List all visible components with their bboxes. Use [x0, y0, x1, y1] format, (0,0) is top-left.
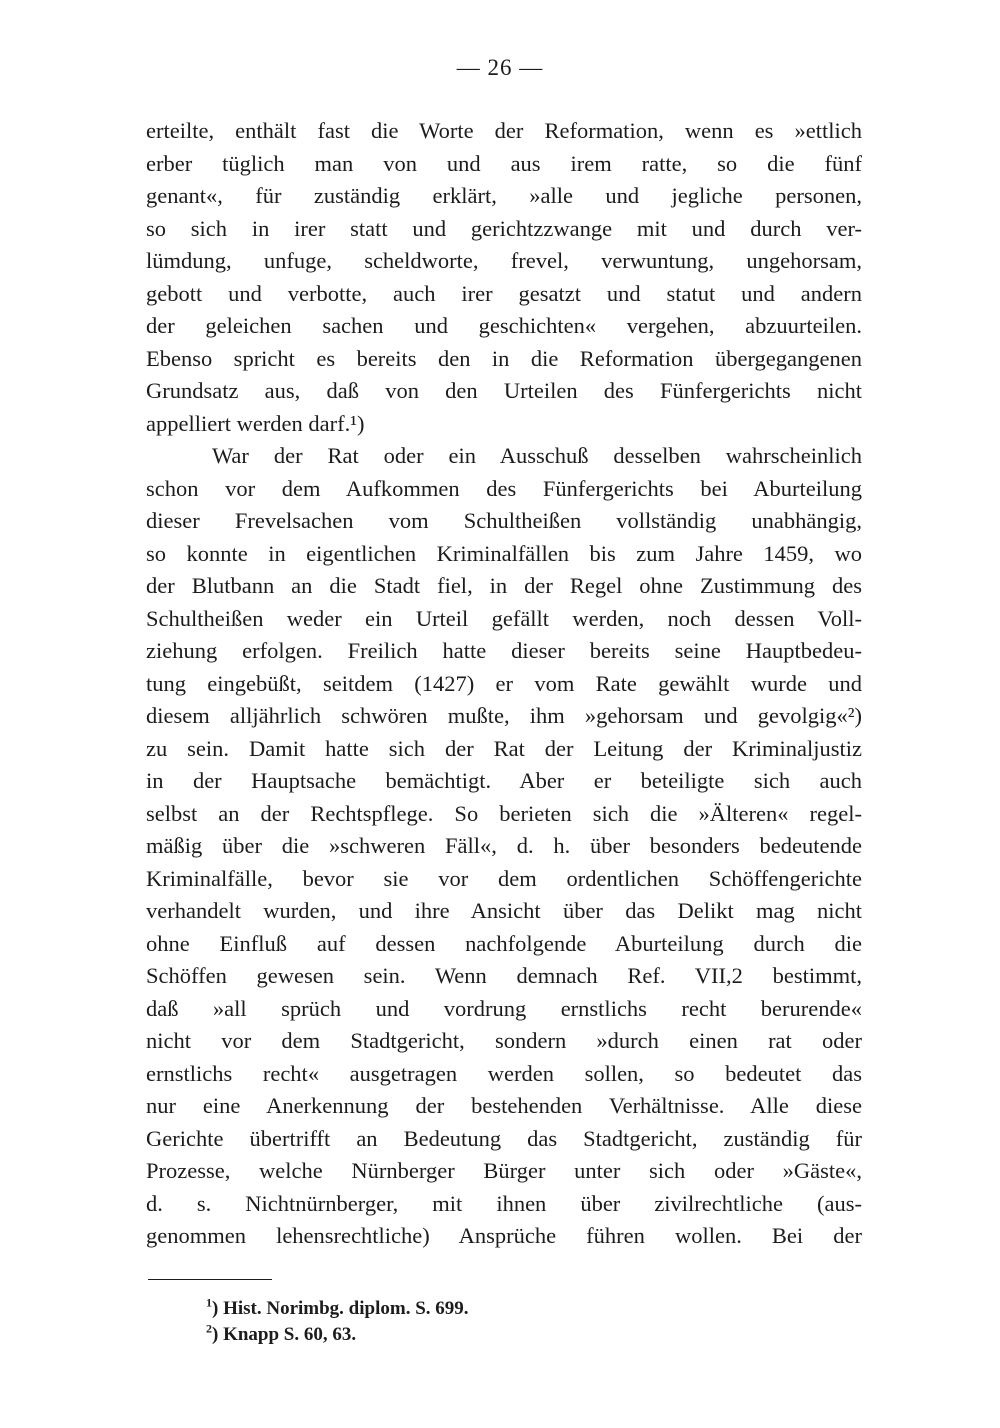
footnote-1 [206, 1296, 806, 1322]
text-line: dieser Frevelsachen vom Schultheißen vollständig unabhängig, [146, 508, 862, 533]
footnote-mark: 2 [206, 1321, 212, 1336]
text-line: mäßig über die »schweren Fäll«, d. h. über besonders bedeutende [146, 833, 862, 858]
footnote-text: ) Hist. Norimbg. diplom. S. 699. [212, 1298, 469, 1319]
footnote-text: ) Knapp S. 60, 63. [212, 1324, 357, 1345]
text-line: ziehung erfolgen. Freilich hatte dieser bereits seine Hauptbedeu- [146, 638, 862, 663]
text-line: daß »all sprüch und vordrung ernstlichs recht berurende« [146, 995, 862, 1021]
text-line: so konnte in eigentlichen Kriminalfällen bis zum Jahre 1459, wo [146, 540, 862, 566]
text-line: in der Hauptsache bemächtigt. Aber er beteiligte sich auch [146, 768, 862, 793]
text-line: der geleichen sachen und geschichten« vergehen, abzuurteilen. [146, 313, 862, 338]
text-line: erber tüglich man von und aus irem ratte, so die fünf [146, 150, 862, 176]
text-line: d. s. Nichtnürnberger, mit ihnen über zivilrechtliche (aus- [146, 1190, 862, 1216]
text-line: Grundsatz aus, daß von den Urteilen des Fünfergerichts nicht [146, 378, 862, 403]
text-line: genant«, für zuständig erklärt, »alle und jegliche personen, [146, 183, 862, 208]
footnote-2 [206, 1322, 806, 1348]
text-line: selbst an der Rechtspflege. So berieten sich die »Älteren« regel- [146, 800, 862, 826]
text-line: Schultheißen weder ein Urteil gefällt werden, noch dessen Voll- [146, 605, 862, 631]
text-line: Ebenso spricht es bereits den in die Reformation übergegangenen [146, 345, 862, 371]
body-text [146, 115, 862, 1253]
text-line: Kriminalfälle, bevor sie vor dem ordentlichen Schöffengerichte [146, 865, 862, 891]
page-number: — 26 — [456, 55, 544, 80]
text-line: so sich in irer statt und gerichtzzwange mit und durch ver- [146, 215, 862, 241]
footnote-mark: 1 [206, 1295, 212, 1310]
text-line: nur eine Anerkennung der bestehenden Verhältnisse. Alle diese [146, 1093, 862, 1118]
text-line: ernstlichs recht« ausgetragen werden sollen, so bedeutet das [146, 1060, 862, 1086]
text-line: lümdung, unfuge, scheldworte, frevel, verwuntung, ungehorsam, [146, 248, 862, 273]
text-line: nicht vor dem Stadtgericht, sondern »durch einen rat oder [146, 1028, 862, 1053]
text-line: tung eingebüßt, seitdem (1427) er vom Rate gewählt wurde und [146, 670, 862, 696]
text-line: schon vor dem Aufkommen des Fünfergerichts bei Aburteilung [146, 475, 862, 501]
text-line: der Blutbann an die Stadt fiel, in der Regel ohne Zustimmung des [146, 573, 862, 598]
footnote-divider [148, 1279, 272, 1280]
text-line: Gerichte übertrifft an Bedeutung das Stadtgericht, zuständig für [146, 1125, 862, 1151]
text-line: genommen lehensrechtliche) Ansprüche führen wollen. Bei der [146, 1223, 862, 1248]
text-line: diesem alljährlich schwören mußte, ihm »gehorsam und gevolgig«²) [146, 703, 862, 728]
text-line: erteilte, enthält fast die Worte der Reformation, wenn es »ettlich [146, 118, 862, 143]
footnotes [206, 1296, 806, 1348]
text-line: zu sein. Damit hatte sich der Rat der Leitung der Kriminaljustiz [146, 735, 862, 761]
text-line: verhandelt wurden, und ihre Ansicht über das Delikt mag nicht [146, 898, 862, 923]
paragraph-end-line: appelliert werden darf.¹) [146, 410, 365, 436]
text-line: ohne Einfluß auf dessen nachfolgende Aburteilung durch die [146, 930, 862, 956]
text-line: Prozesse, welche Nürnberger Bürger unter sich oder »Gäste«, [146, 1158, 862, 1183]
text-line: gebott und verbotte, auch irer gesatzt und statut und andern [146, 280, 862, 306]
text-line: Schöffen gewesen sein. Wenn demnach Ref. VII,2 bestimmt, [146, 963, 862, 988]
paragraph-start-line: War der Rat oder ein Ausschuß desselben wahrscheinlich [212, 443, 862, 468]
